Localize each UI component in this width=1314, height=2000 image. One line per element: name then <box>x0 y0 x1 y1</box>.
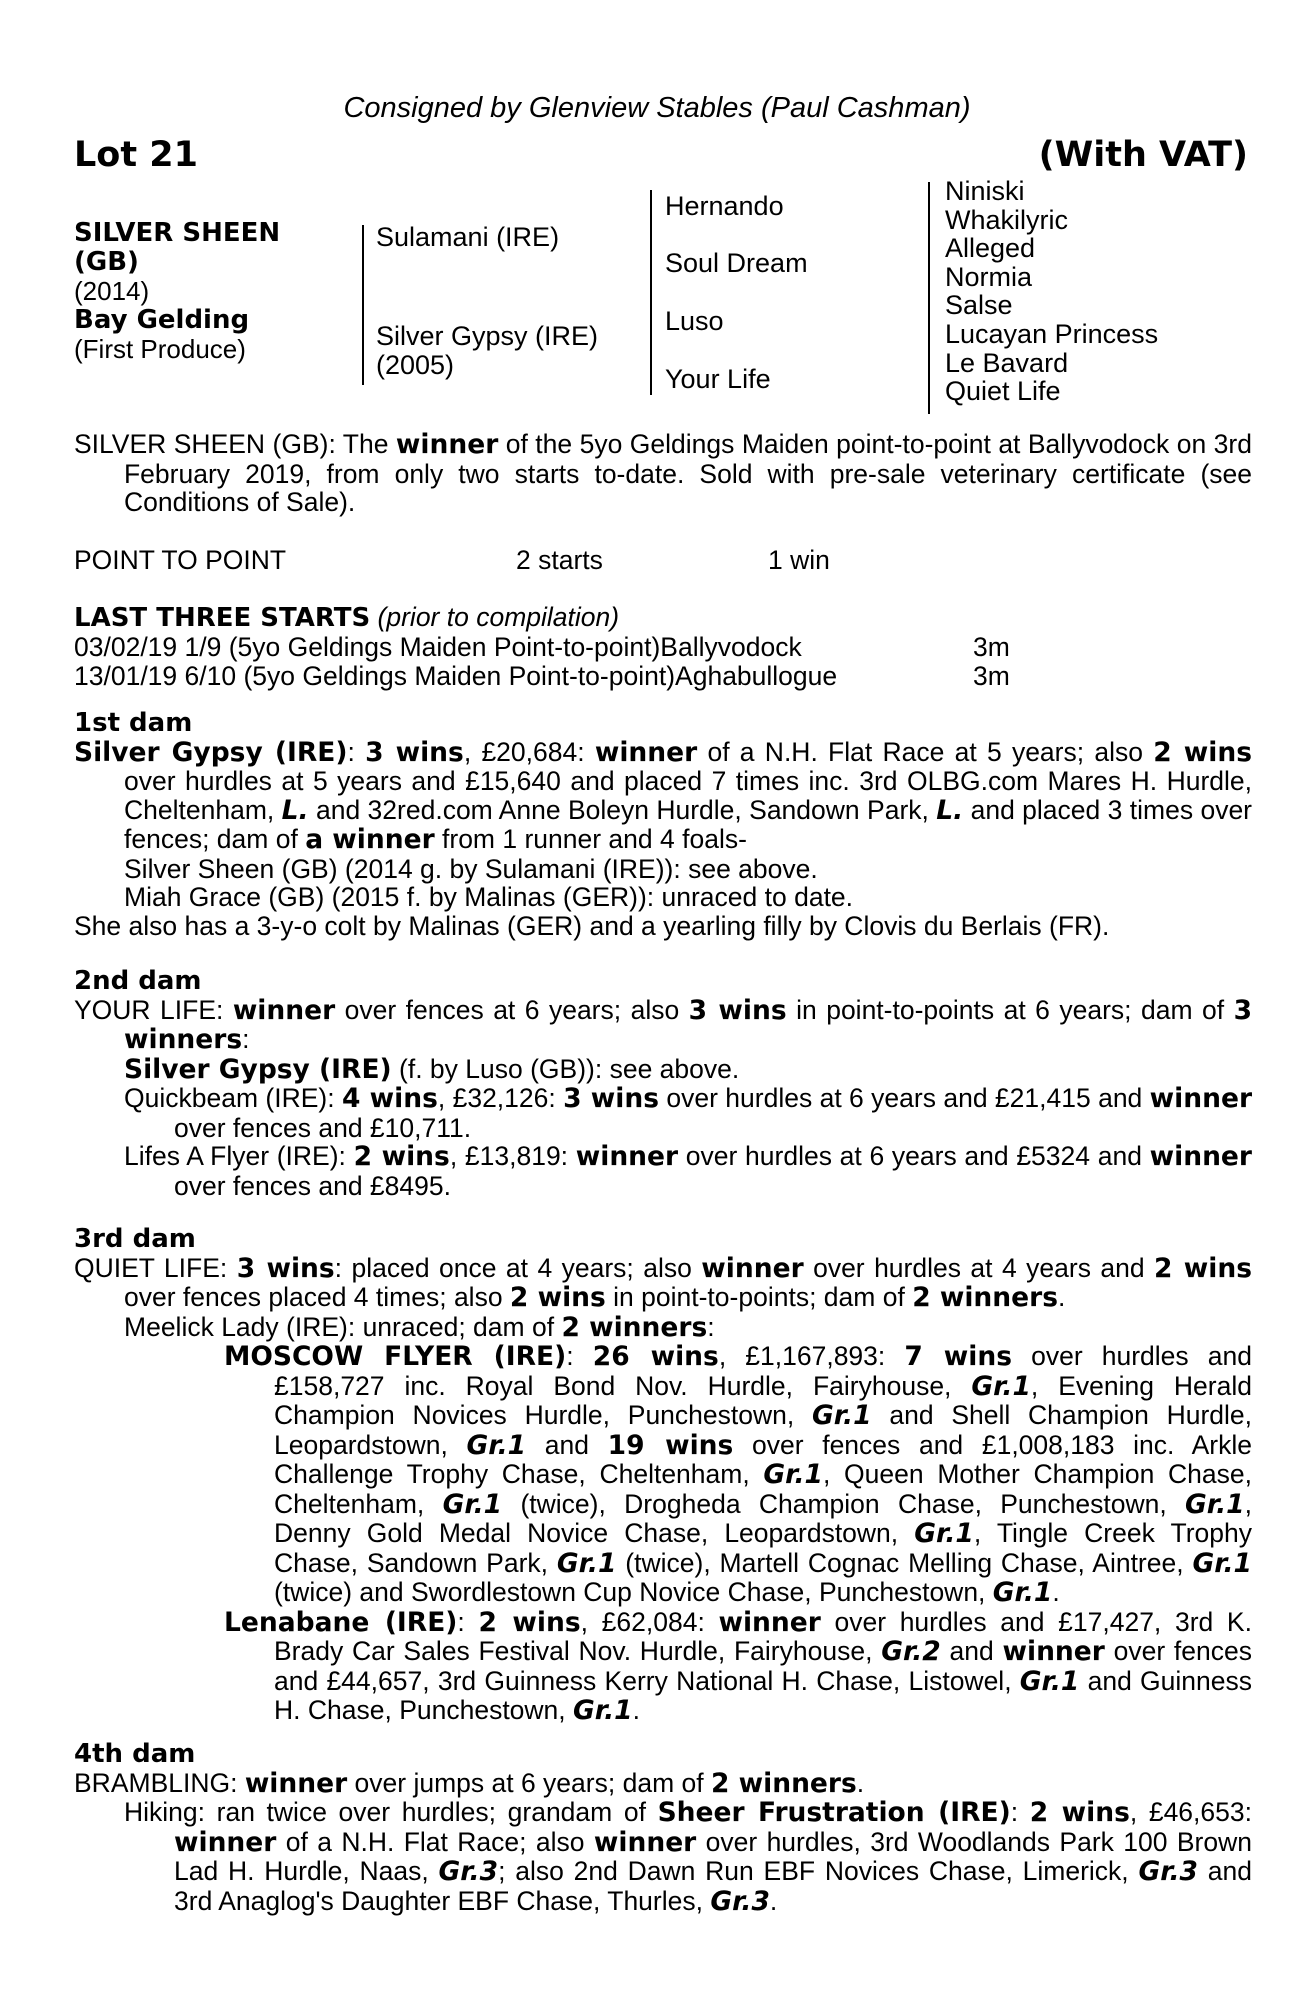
pedigree-gen3-8: Quiet Life <box>945 376 1061 407</box>
pedigree-gen3-4: Normia <box>945 261 1033 292</box>
pedigree-gen3-7: Le Bavard <box>945 347 1069 378</box>
pedigree-gen3-2: Whakilyric <box>945 204 1069 235</box>
pedigree-gen2-2: Soul Dream <box>665 248 808 278</box>
fourth-dam-section <box>74 1740 1252 1916</box>
horse-origin: (GB) <box>74 247 139 277</box>
first-dam-paragraph: Silver Gypsy (IRE): 3 wins, £20,684: winner of a N.H. Flat Race at 5 years; also 2 wins over hurdles at 5 years and £15,640 and placed 7 times inc. 3rd OLBG.com Mares H. Hurdle, Cheltenham, L. and 32red.com Anne Boleyn Hurdle, Sandown Park, L. and placed 3 times over fences; dam of a winner from 1 runner and 4 foals- <box>74 736 1253 855</box>
fourth-dam-heading: 4th dam <box>74 1739 196 1769</box>
pedigree-dam-name: Silver Gypsy (IRE) <box>376 321 599 351</box>
summary-text-2: of the 5yo Geldings Maiden point-to-point at Ballyvodock on 3rd February 2019, from only two starts to-date. Sold with pre-sale veterinary certificate (see Conditions of Sale). <box>124 429 1252 517</box>
summary-bold: winner <box>395 429 499 460</box>
start-row-distance: 3m <box>973 660 1010 691</box>
pedigree-divider-2 <box>650 190 652 395</box>
start-row <box>74 662 1252 691</box>
record-starts: 2 starts <box>516 545 603 575</box>
record-label: POINT TO POINT <box>74 545 287 575</box>
pedigree-divider-3 <box>928 182 930 414</box>
lot-number: Lot 21 <box>74 135 198 175</box>
hiking-paragraph: Hiking: ran twice over hurdles; grandam of Sheer Frustration (IRE): 2 wins, £46,653: winner of a N.H. Flat Race; also winner over hurdles, 3rd Woodlands Park 100 Brown Lad H. Hurdle, Naas, Gr.3; also 2nd Dawn Run EBF Novices Chase, Limerick, Gr.3 and 3rd Anaglog's Daughter EBF Chase, Thurles, Gr.3. <box>124 1797 1252 1917</box>
second-dam-paragraph: YOUR LIFE: winner over fences at 6 years; also 3 wins in point-to-points at 6 years; dam of 3 winners: <box>74 994 1253 1055</box>
summary-text-1: SILVER SHEEN (GB): The <box>74 429 396 459</box>
pedigree-divider-1 <box>362 225 364 385</box>
horse-identity <box>74 219 354 364</box>
pedigree-gen3-5: Salse <box>945 290 1013 321</box>
horse-sex: Bay Gelding <box>74 305 250 335</box>
first-dam-heading: 1st dam <box>74 708 193 738</box>
horse-year: (2014) <box>74 276 150 306</box>
pedigree-dam-year: (2005) <box>376 350 455 380</box>
second-dam-offspring: Silver Gypsy (IRE) (f. by Luso (GB)): see above. <box>124 1053 740 1085</box>
lenabane-paragraph: Lenabane (IRE): 2 wins, £62,084: winner over hurdles and £17,427, 3rd K. Brady Car Sales Festival Nov. Hurdle, Fairyhouse, Gr.2 and winner over fences and £44,657, 3rd Guinness Kerry National H. Chase, Listowel, Gr.1 and Guinness H. Chase, Punchestown, Gr.1. <box>224 1606 1252 1726</box>
consignor-line: Consigned by Glenview Stables (Paul Cashman) <box>343 92 971 124</box>
pedigree-gen3-1: Niniski <box>945 176 1025 206</box>
third-dam-paragraph: QUIET LIFE: 3 wins: placed once at 4 years; also winner over hurdles at 4 years and 2 wins over fences placed 4 times; also 2 wins in point-to-points; dam of 2 winners. <box>74 1252 1252 1313</box>
pedigree-gen3 <box>945 177 1158 406</box>
third-dam-heading: 3rd dam <box>74 1224 196 1254</box>
third-dam-meelick: Meelick Lady (IRE): unraced; dam of 2 winners: <box>124 1311 715 1343</box>
start-row-text: 03/02/19 1/9 (5yo Geldings Maiden Point-to-point)Ballyvodock <box>74 631 802 662</box>
summary-paragraph <box>74 430 1252 517</box>
last-starts-section <box>74 603 1252 691</box>
first-dam-section <box>74 709 1252 940</box>
first-dam-foal-2: Miah Grace (GB) (2015 f. by Malinas (GER)): unraced to date. <box>124 882 854 912</box>
second-dam-section <box>74 967 1252 1200</box>
horse-note: (First Produce) <box>74 334 246 364</box>
third-dam-section <box>74 1225 1252 1726</box>
second-dam-offspring: Lifes A Flyer (IRE): 2 wins, £13,819: winner over hurdles at 6 years and £5324 and winner over fences and £8495. <box>124 1141 1252 1201</box>
second-dam-heading: 2nd dam <box>74 966 202 996</box>
first-dam-foal-1: Silver Sheen (GB) (2014 g. by Sulamani (IRE)): see above. <box>124 853 818 884</box>
start-row-distance: 3m <box>973 631 1010 662</box>
fourth-dam-paragraph: BRAMBLING: winner over jumps at 6 years; dam of 2 winners. <box>74 1767 865 1799</box>
last-starts-title: LAST THREE STARTS <box>74 603 371 633</box>
race-record <box>74 546 1252 575</box>
summary-section <box>74 430 1252 517</box>
last-starts-subtitle: (prior to compilation) <box>377 602 620 632</box>
horse-name: SILVER SHEEN <box>74 218 281 248</box>
pedigree-sire: Sulamani (IRE) <box>376 222 560 252</box>
vat-label: (With VAT) <box>1038 135 1248 175</box>
start-row-text: 13/01/19 6/10 (5yo Geldings Maiden Point-to-point)Aghabullogue <box>74 660 838 691</box>
pedigree-gen2-3: Luso <box>665 306 724 336</box>
pedigree-gen2-4: Your Life <box>665 364 771 394</box>
pedigree-gen3-6: Lucayan Princess <box>945 318 1159 349</box>
first-dam-extra: She also has a 3-y-o colt by Malinas (GER) and a yearling filly by Clovis du Berlais (FR). <box>74 910 1110 941</box>
moscow-flyer-paragraph: MOSCOW FLYER (IRE): 26 wins, £1,167,893: 7 wins over hurdles and £158,727 inc. Royal Bond Nov. Hurdle, Fairyhouse, Gr.1, Evening Herald Champion Novices Hurdle, Punchestown, Gr.1 and Shell Champion Hurdle, Leopardstown, Gr.1 and 19 wins over fences and £1,008,183 inc. Arkle Challenge Trophy Chase, Cheltenham, Gr.1, Queen Mother Champion Chase, Cheltenham, Gr.1 (twice), Drogheda Champion Chase, Punchestown, Gr.1, Denny Gold Medal Novice Chase, Leopardstown, Gr.1, Tingle Creek Trophy Chase, Sandown Park, Gr.1 (twice), Martell Cognac Melling Chase, Aintree, Gr.1 (twice) and Swordlestown Cup Novice Chase, Punchestown, Gr.1. <box>224 1341 1253 1608</box>
pedigree-gen3-3: Alleged <box>945 233 1036 264</box>
start-row <box>74 633 1252 662</box>
second-dam-offspring: Quickbeam (IRE): 4 wins, £32,126: 3 wins over hurdles at 6 years and £21,415 and winner over fences and £10,711. <box>124 1083 1253 1143</box>
pedigree-gen2-1: Hernando <box>665 191 784 221</box>
pedigree-dam <box>376 322 598 380</box>
record-wins: 1 win <box>768 545 830 575</box>
